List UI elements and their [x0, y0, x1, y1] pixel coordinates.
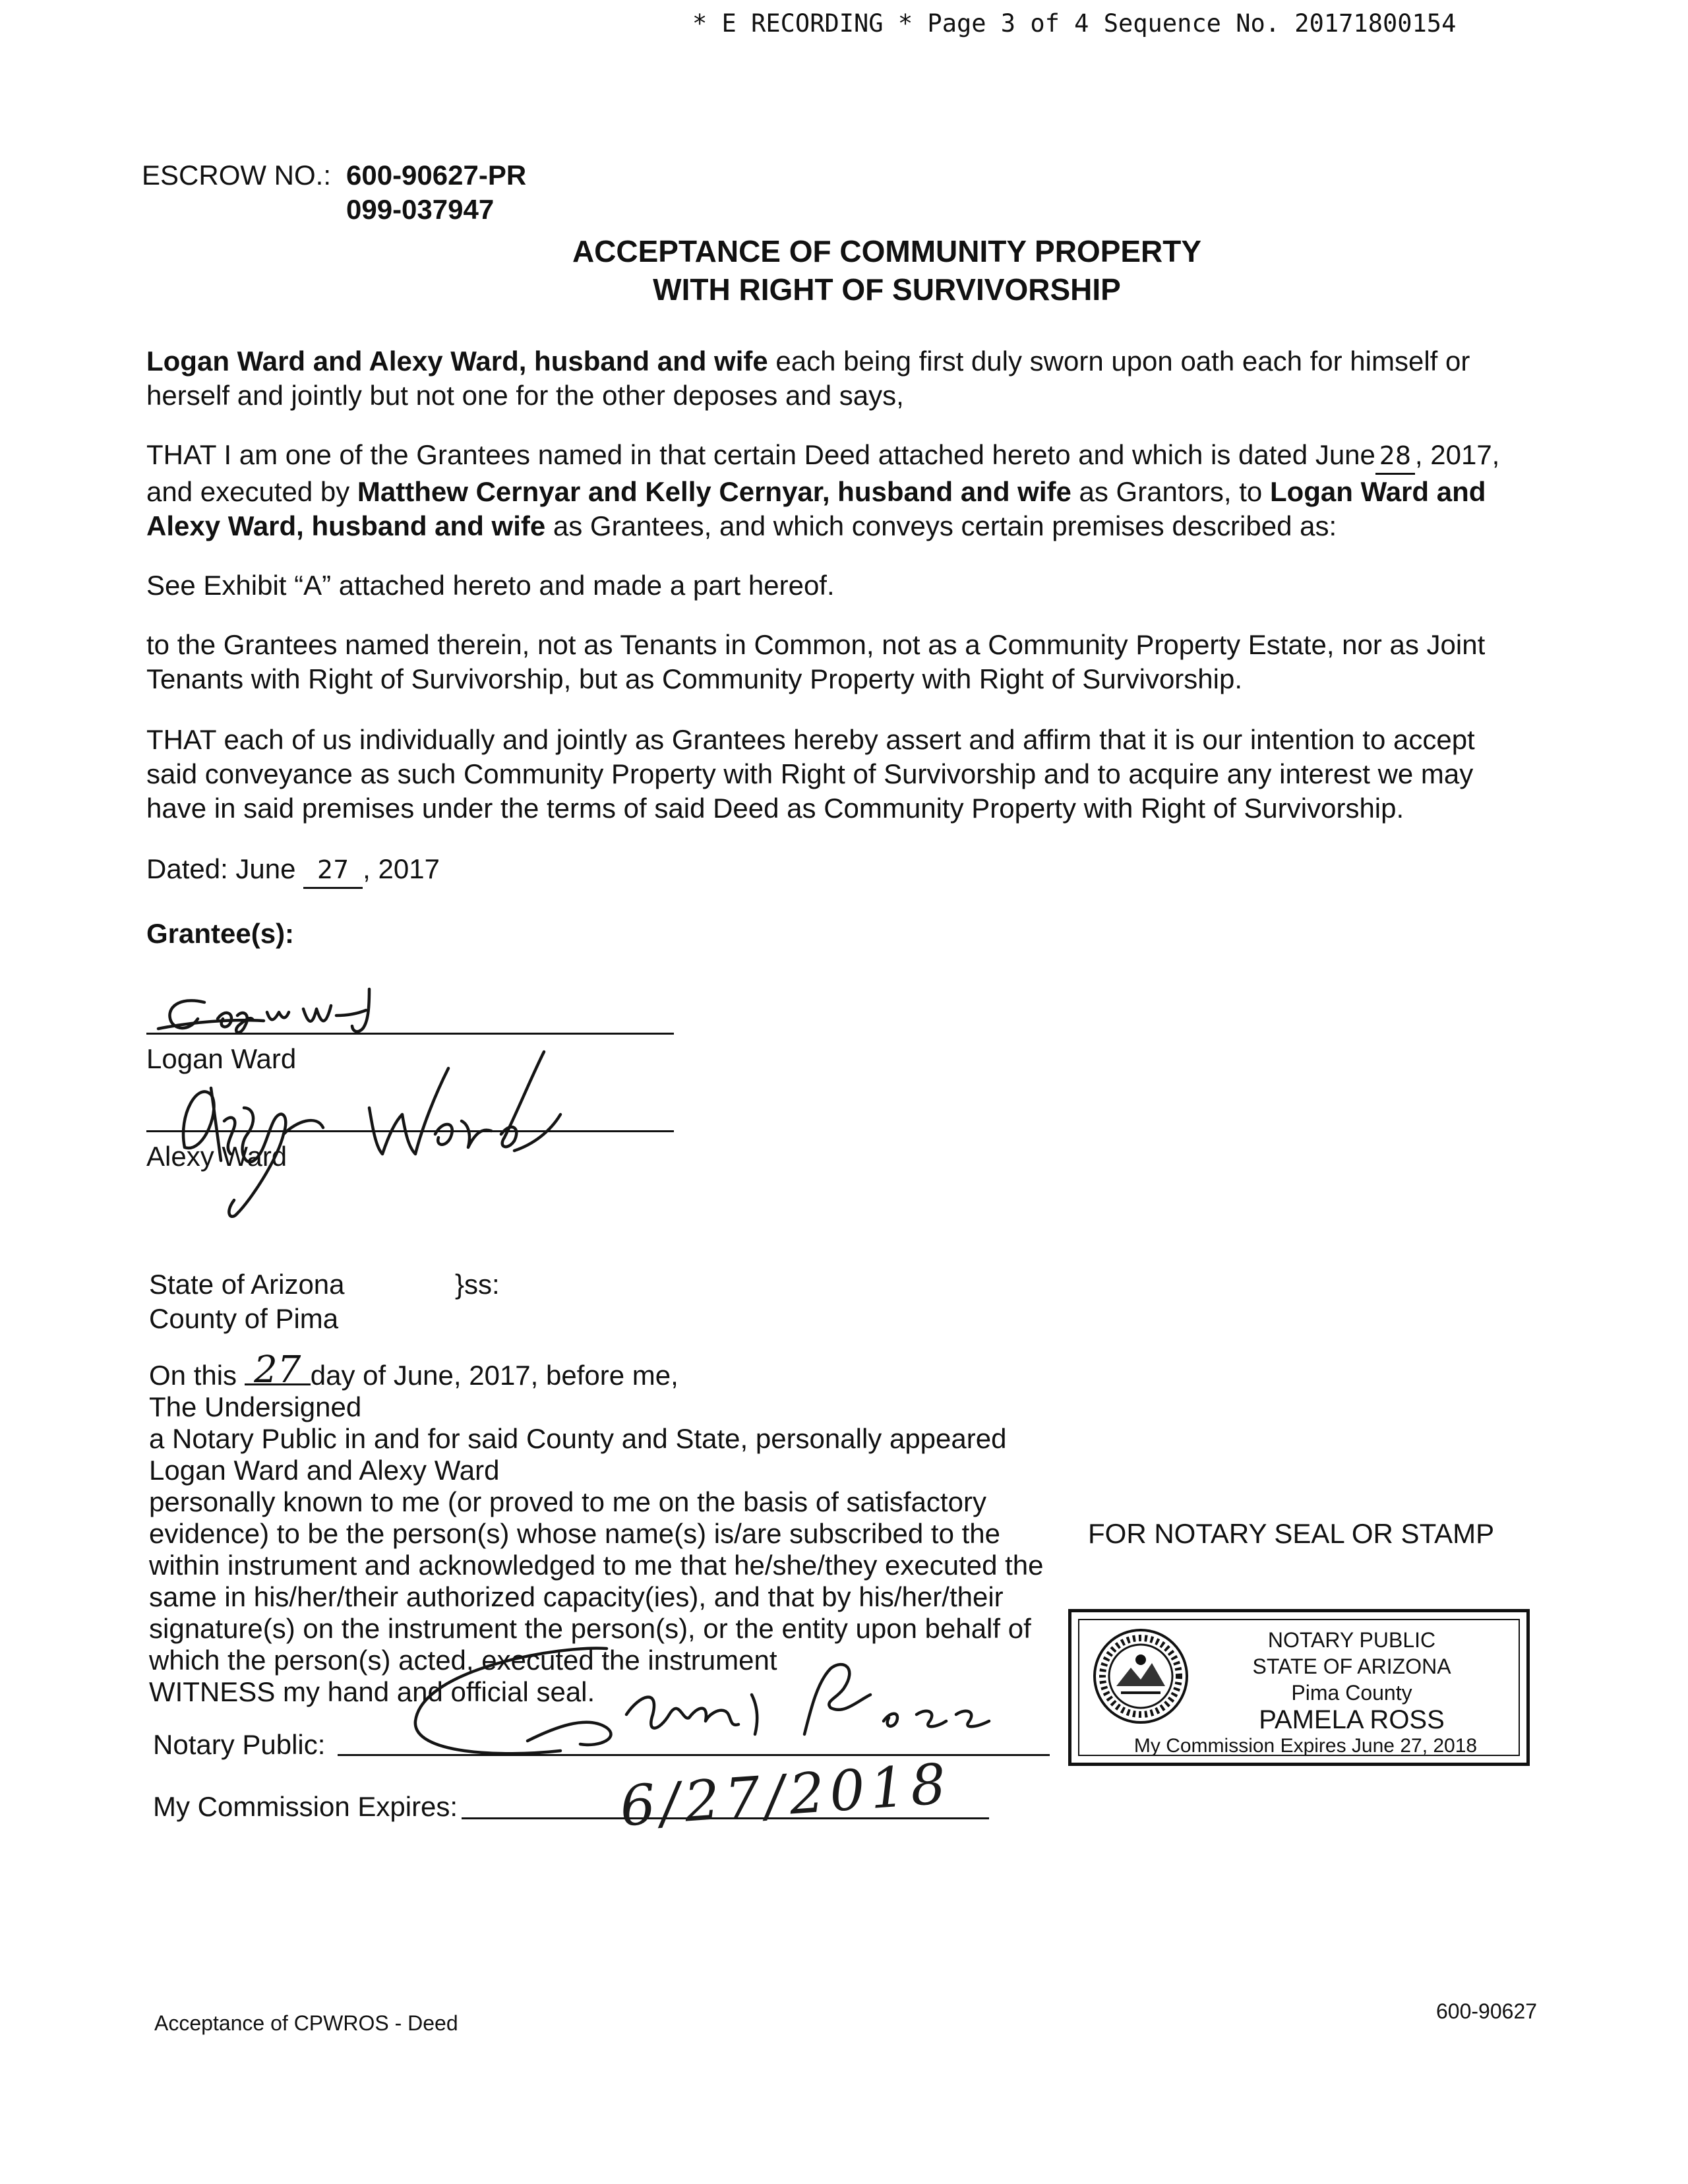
escrow-label: ESCROW NO.:	[142, 160, 332, 191]
acknowledgment-rest: day of June, 2017, before me,	[310, 1360, 678, 1391]
acknowledgment-line-10: which the person(s) acted, executed the instrument	[149, 1645, 777, 1676]
paragraph-deposition	[146, 344, 1531, 413]
paragraph-2-part-3: as Grantors, to	[1071, 476, 1270, 507]
document-title	[0, 232, 1688, 309]
paragraph-2-part-1: THAT I am one of the Grantees named in that certain Deed attached hereto and which is dated June	[146, 439, 1375, 470]
footer-right: 600-90627	[1436, 1999, 1538, 2023]
notary-day-handwritten: 27	[245, 1357, 311, 1385]
dated-day: 27	[303, 853, 363, 889]
title-line-1: ACCEPTANCE OF COMMUNITY PROPERTY	[572, 234, 1202, 268]
paragraph-affirmation: THAT each of us individually and jointly as Grantees hereby assert and affirm that it is our intention to accept said conveyance as such Community Property with Right of Survivorship and to acquire any interest we may have in said premises under the terms of said Deed as Community Property with Right of Survivorship.	[146, 724, 1475, 824]
dated-line	[146, 852, 440, 889]
deed-date-day: 28	[1375, 439, 1415, 475]
venue-state: State of Arizona	[149, 1269, 345, 1300]
acknowledgment-line-5: personally known to me (or proved to me on the basis of satisfactory	[149, 1486, 986, 1517]
escrow-number: 600-90627-PR	[346, 160, 527, 191]
acknowledgment-line-4: Logan Ward and Alexy Ward	[149, 1455, 500, 1486]
paragraph-tenancy: to the Grantees named therein, not as Tenants in Common, not as a Community Property Estate, nor as Joint Tenants with Right of Survivorship, but as Community Property with Right of Survivorship.	[146, 629, 1486, 694]
stamp-line-4: PAMELA ROSS	[1259, 1705, 1445, 1734]
stamp-line-3: Pima County	[1291, 1681, 1412, 1705]
acknowledgment-line-1	[149, 1349, 1072, 1391]
grantees-bold: Logan Ward and Alexy Ward, husband and wife	[146, 476, 1486, 541]
grantee-names-bold: Logan Ward and Alexy Ward, husband and wife	[146, 346, 768, 377]
acknowledgment-line-9: signature(s) on the instrument the person(s), or the entity upon behalf of	[149, 1613, 1031, 1644]
title-line-2: WITH RIGHT OF SURVIVORSHIP	[653, 272, 1121, 307]
paragraph-deed-reference	[146, 438, 1531, 543]
stamp-line-5: My Commission Expires June 27, 2018	[1133, 1735, 1478, 1757]
dated-label: Dated: June	[146, 853, 296, 884]
footer-left: Acceptance of CPWROS - Deed	[154, 2011, 458, 2035]
commission-expires-label: My Commission Expires:	[153, 1791, 458, 1822]
grantors-bold: Matthew Cernyar and Kelly Cernyar, husband and wife	[357, 476, 1071, 507]
paragraph-1-text: each being first duly sworn upon oath each for himself or herself and jointly but not one for the other deposes and says,	[146, 346, 1470, 411]
acknowledgment-line-11: WITNESS my hand and official seal.	[149, 1676, 595, 1707]
paragraph-2-part-2: , 2017, and executed by	[146, 439, 1500, 507]
acknowledgment-line-6: evidence) to be the person(s) whose name(s) is/are subscribed to the	[149, 1518, 1000, 1549]
paragraph-exhibit: See Exhibit “A” attached hereto and made a part hereof.	[146, 570, 835, 601]
notary-public-label: Notary Public:	[153, 1729, 326, 1760]
stamp-line-2: STATE OF ARIZONA	[1252, 1654, 1451, 1678]
on-this-label: On this	[149, 1360, 237, 1391]
dated-year: , 2017	[363, 853, 440, 884]
stamp-line-1: NOTARY PUBLIC	[1267, 1628, 1436, 1652]
acknowledgment-line-3: a Notary Public in and for said County and State, personally appeared	[149, 1423, 1007, 1454]
acknowledgment-line-8: same in his/her/their authorized capacity(ies), and that by his/her/their	[149, 1581, 1004, 1612]
acknowledgment-line-2: The Undersigned	[149, 1391, 362, 1422]
signer-1-name: Logan Ward	[146, 1043, 297, 1074]
alexy-ward-signature	[158, 1035, 567, 1213]
venue-ss: }ss:	[455, 1269, 500, 1300]
signer-2-name: Alexy Ward	[146, 1141, 287, 1172]
recording-header: * E RECORDING * Page 3 of 4 Sequence No. 20171800154	[692, 9, 1457, 38]
escrow-number-2: 099-037947	[346, 194, 495, 225]
acknowledgment-line-7: within instrument and acknowledged to me that he/she/they executed the	[149, 1550, 1044, 1581]
notary-seal-label: FOR NOTARY SEAL OR STAMP	[1088, 1518, 1495, 1549]
state-seal-icon	[1091, 1627, 1190, 1726]
venue-county: County of Pima	[149, 1303, 339, 1334]
notary-stamp	[1068, 1609, 1530, 1766]
grantees-label: Grantee(s):	[146, 918, 295, 949]
commission-expires-handwritten: 6/27/2018	[618, 1751, 953, 1839]
paragraph-2-part-4: as Grantees, and which conveys certain premises described as:	[545, 510, 1337, 541]
